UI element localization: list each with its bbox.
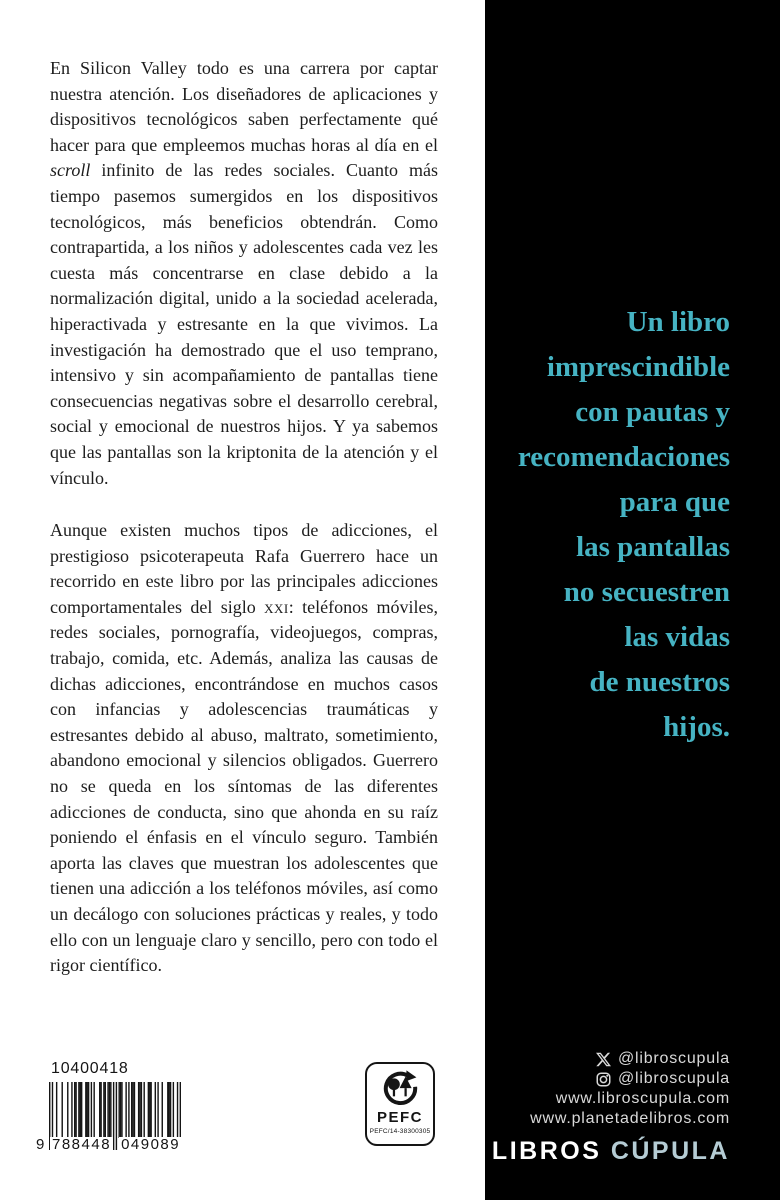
tagline-line: las pantallas [576,531,730,563]
publisher-footer [480,1049,730,1166]
x-social-line [480,1049,730,1069]
isbn-prefix-digit: 9 [36,1136,45,1153]
synopsis-paragraph: Aunque existen muchos tipos de adicciones, el prestigioso psicoterapeuta Rafa Guerrero hace un recorrido en este libro por las principales adicciones comportamentales del siglo xxi: teléfonos móviles, redes sociales, pornografía, videojuegos, compras, trabajo, comida, etc. Además, analiza las causas de dichas adicciones, encontrándose en muchos casos con infancias y adolescencias traumáticas y estresantes debido al abuso, maltrato, sometimiento, abandono emocional y silencios obligados. Guerrero no se queda en los síntomas de las diferentes adicciones de conducta, sino que ahonda en su raíz poniendo el énfasis en el vínculo seguro. También aporta las claves que muestran los adolescentes que tienen una adicción a los teléfonos móviles, así como un decálogo con soluciones prácticas y reales, y todo ello con un lenguaje claro y sencillo, pero con todo el rigor científico. [50,520,438,976]
instagram-social-line [480,1069,730,1089]
barcode-bars-wrap [36,1082,186,1153]
instagram-icon [596,1072,611,1087]
tagline-line: no secuestren [563,576,730,608]
website-planetadelibros: www.planetadelibros.com [530,1110,730,1127]
tagline [490,300,730,750]
tagline-line: recomendaciones [517,441,730,473]
tagline-line: las vidas [624,621,730,653]
synopsis-text [50,56,438,1006]
publisher-word-cupula: CÚPULA [610,1137,730,1165]
tagline-line: de nuestros [589,666,730,698]
barcode-area [36,1060,186,1153]
synopsis-paragraph: En Silicon Valley todo es una carrera por captar nuestra atención. Los diseñadores de aplicaciones y dispositivos tecnológicos saben perfectamente qué hacer para que empleemos muchas horas al día en el scroll infinito de las redes sociales. Cuanto más tiempo pasemos sumergidos en los dispositivos tecnológicos, más beneficios obtendrán. Como contrapartida, a los niños y adolescentes cada vez les cuesta más concentrarse en clase debido a la normalización digital, unido a la sociedad acelerada, hiperactivada y estresante en la que vivimos. La investigación ha demostrado que el uso temprano, intensivo y sin acompañamiento de pantallas tiene consecuencias negativas sobre el desarrollo cerebral, social y emocional de nuestros hijos. Y ya sabemos que las pantallas son la kriptonita de la atención y el vínculo. [50,58,438,488]
x-twitter-icon [596,1052,611,1067]
tagline-line: Un libro [626,306,730,338]
tagline-line: para que [619,486,730,518]
pefc-certificate-code: PEFC/14-38300305 [369,1128,431,1135]
tagline-line: con pautas y [575,396,730,428]
tagline-line: imprescindible [546,351,730,383]
isbn-digits [36,1137,182,1153]
isbn-left-group: 788448 [52,1136,112,1153]
barcode-number: 10400418 [51,1060,129,1077]
pefc-logo [365,1062,435,1146]
publisher-logo [480,1137,730,1166]
x-handle: @libroscupula [617,1050,730,1067]
website-libroscupula: www.libroscupula.com [555,1090,730,1107]
pefc-trees-icon [379,1070,421,1108]
tagline-line: hijos. [663,711,730,743]
pefc-label: PEFC [376,1109,423,1126]
publisher-word-libros: LIBROS [491,1137,602,1165]
instagram-handle: @libroscupula [617,1070,730,1087]
isbn-right-group: 049089 [121,1136,181,1153]
